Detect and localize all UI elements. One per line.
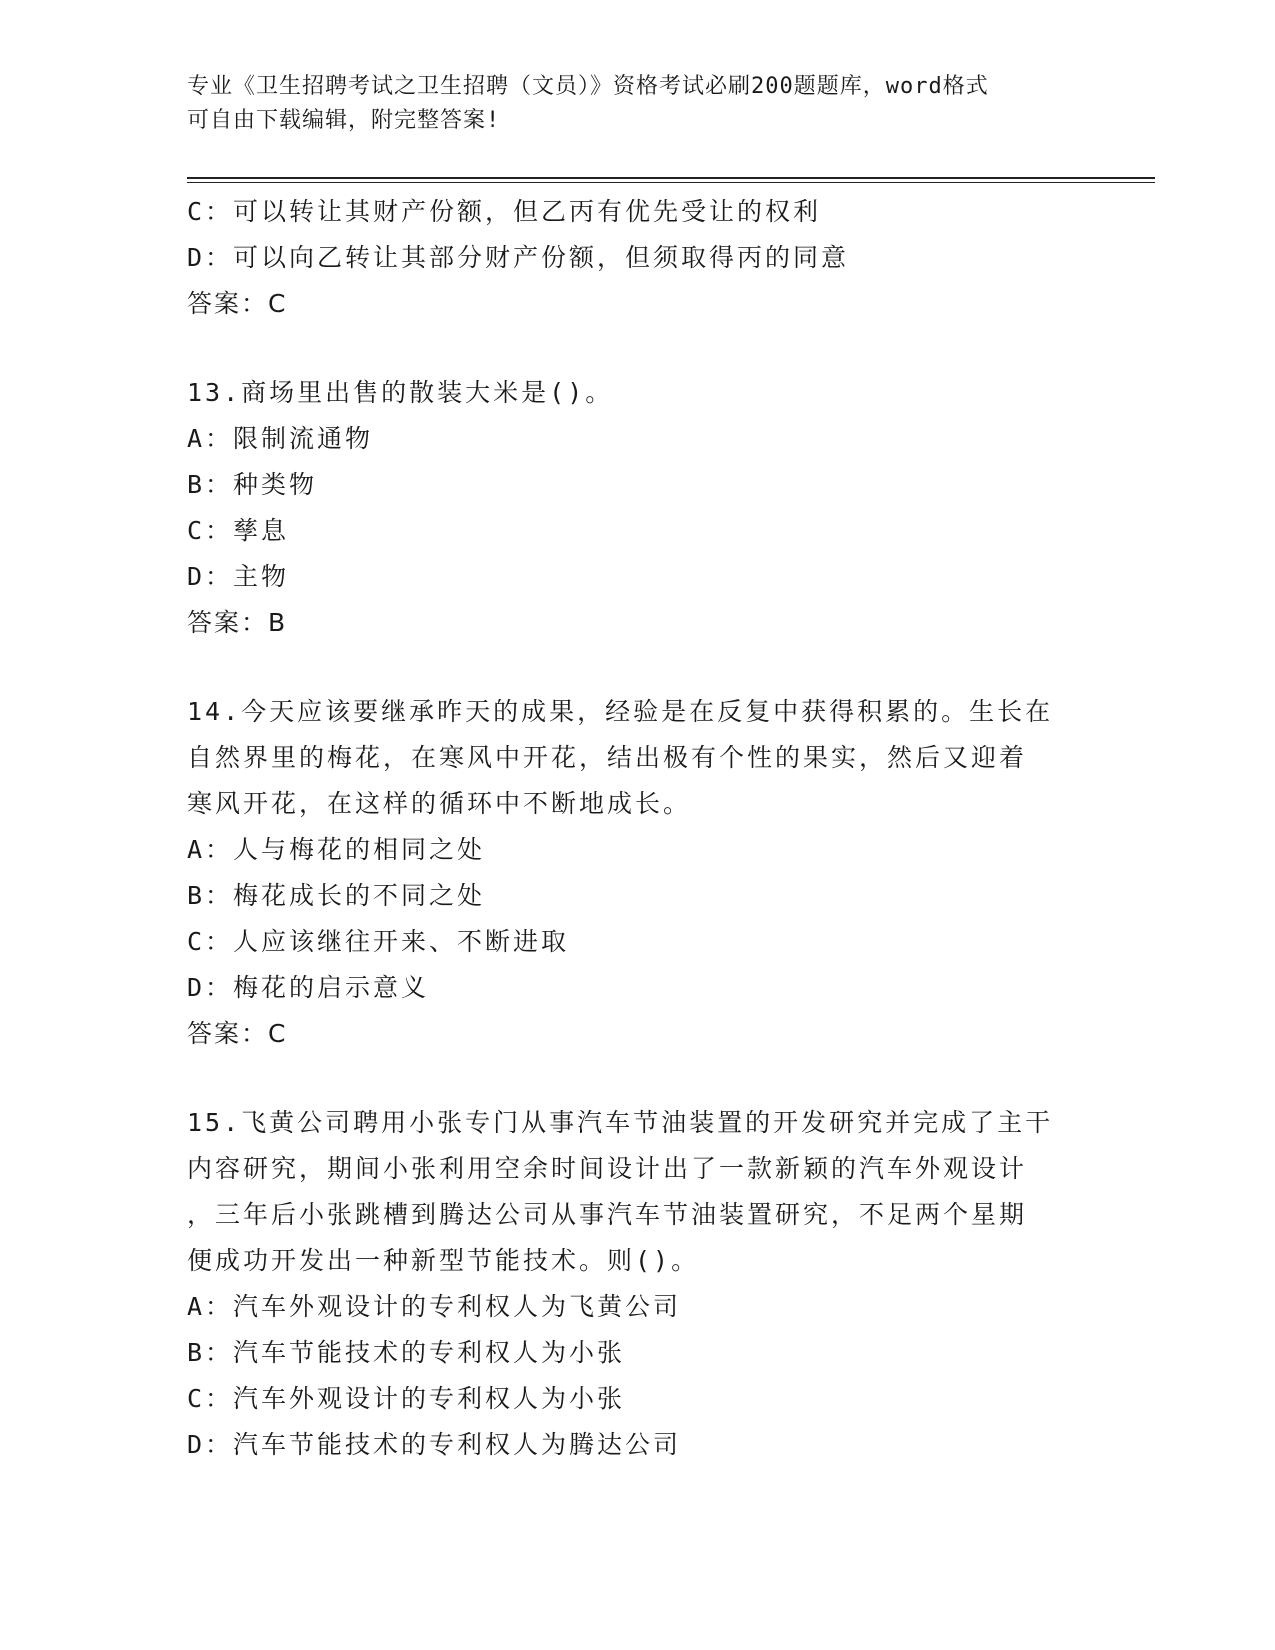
question-spacer: [187, 646, 1087, 689]
option-d: D：主物: [187, 562, 290, 591]
option-c: C：可以转让其财产份额，但乙丙有优先受让的权利: [187, 197, 822, 226]
option-c: C：汽车外观设计的专利权人为小张: [187, 1384, 626, 1413]
option-c: C：人应该继往开来、不断进取: [187, 927, 570, 956]
question-stem: 寒风开花，在这样的循环中不断地成长。: [187, 789, 692, 818]
option-b: B：种类物: [187, 470, 318, 499]
option-d: D：汽车节能技术的专利权人为腾达公司: [187, 1430, 682, 1459]
answer-line: 答案：B: [187, 608, 288, 637]
option-c: C：孳息: [187, 516, 290, 545]
question-stem: 自然界里的梅花，在寒风中开花，结出极有个性的果实，然后又迎着: [187, 743, 1028, 772]
question-stem: 14.今天应该要继承昨天的成果，经验是在反复中获得积累的。生长在: [187, 697, 1054, 726]
previous-question-tail: [187, 189, 1087, 327]
question-stem: 13.商场里出售的散装大米是()。: [187, 378, 614, 407]
answer-line: 答案：C: [187, 289, 288, 318]
option-d: D：梅花的启示意义: [187, 973, 430, 1002]
question-15: [187, 1100, 1087, 1468]
option-a: A：汽车外观设计的专利权人为飞黄公司: [187, 1292, 682, 1321]
question-stem: 内容研究，期间小张利用空余时间设计出了一款新颖的汽车外观设计: [187, 1154, 1028, 1183]
question-14: [187, 689, 1087, 1057]
question-spacer: [187, 327, 1087, 370]
question-list: [187, 189, 1087, 1468]
option-b: B：梅花成长的不同之处: [187, 881, 486, 910]
question-13: [187, 370, 1087, 646]
question-spacer: [187, 1057, 1087, 1100]
header-title-line-2: 可自由下载编辑，附完整答案!: [187, 108, 501, 133]
header-divider-thick: [187, 177, 1155, 179]
option-a: A：人与梅花的相同之处: [187, 835, 486, 864]
option-d: D：可以向乙转让其部分财产份额，但须取得丙的同意: [187, 243, 850, 272]
option-b: B：汽车节能技术的专利权人为小张: [187, 1338, 626, 1367]
header-title-line-1: 专业《卫生招聘考试之卫生招聘（文员）》资格考试必刷200题题库，word格式: [187, 74, 989, 99]
question-stem: ，三年后小张跳槽到腾达公司从事汽车节油装置研究，不足两个星期: [187, 1200, 1028, 1229]
option-a: A：限制流通物: [187, 424, 374, 453]
header-divider-thin: [187, 182, 1155, 183]
question-stem: 15.飞黄公司聘用小张专门从事汽车节油装置的开发研究并完成了主干: [187, 1108, 1054, 1137]
question-stem: 便成功开发出一种新型节能技术。则()。: [187, 1246, 700, 1275]
document-header: [187, 70, 1087, 138]
answer-line: 答案：C: [187, 1019, 288, 1048]
